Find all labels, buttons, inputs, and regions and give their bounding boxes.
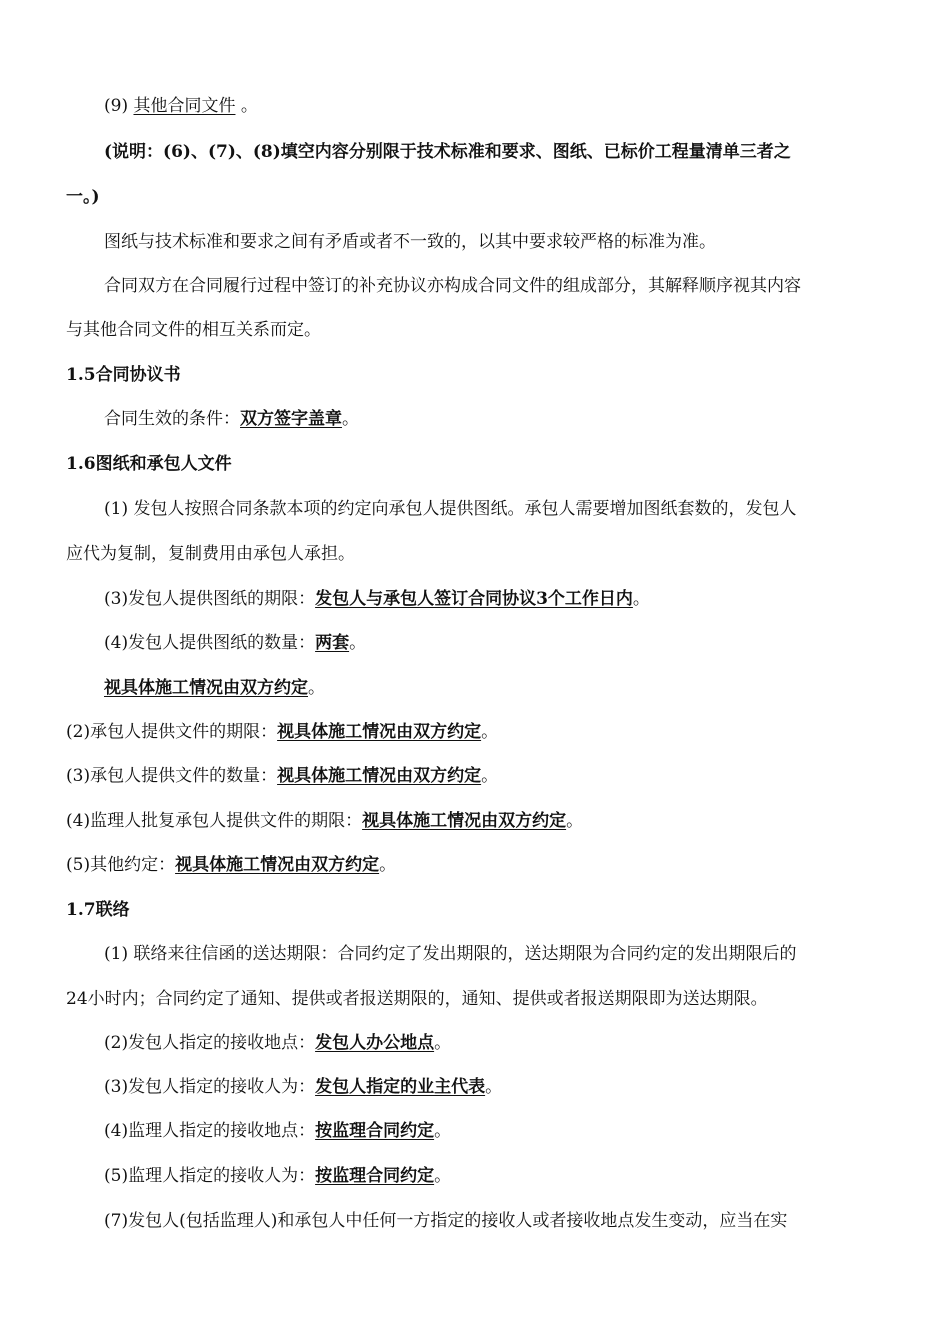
filled-value: 双方签字盖章 [240, 409, 342, 429]
contact-item-4 [104, 1119, 892, 1143]
section-heading-1-7: 1.7联络 [66, 900, 130, 920]
contract-effective-condition [104, 407, 892, 431]
punctuation: 。 [434, 1121, 452, 1141]
paragraph-drawings-priority: 图纸与技术标准和要求之间有矛盾或者不一致的，以其中要求较严格的标准为准。 [104, 232, 716, 252]
drawings-item-3 [104, 587, 892, 611]
paragraph-supplement-line-1: 合同双方在合同履行过程中签订的补充协议亦构成合同文件的组成部分，其解释顺序视其内容 [104, 276, 801, 296]
note-line-1: (说明：(6)、(7)、(8)填空内容分别限于技术标准和要求、图纸、已标价工程量清单三者之 [104, 142, 791, 162]
filled-value: 视具体施工情况由双方约定 [277, 766, 482, 786]
note-line-2: 一。) [66, 187, 100, 207]
contact-item-1-line-2: 24小时内；合同约定了通知、提供或者报送期限的，通知、提供或者报送期限即为送达期限。 [66, 989, 768, 1009]
punctuation: 。 [308, 678, 325, 698]
contact-item-1-line-1: (1) 联络来往信函的送达期限：合同约定了发出期限的，送达期限为合同约定的发出期限后的 [104, 944, 797, 964]
drawings-item-1-line-1: (1) 发包人按照合同条款本项的约定向承包人提供图纸。承包人需要增加图纸套数的，发包人 [104, 499, 797, 519]
punctuation: 。 [481, 722, 499, 742]
punctuation: 。 [632, 589, 650, 609]
filled-value: 发包人指定的业主代表 [315, 1077, 486, 1097]
label: (3)发包人提供图纸的期限： [104, 589, 316, 609]
label: (2)发包人指定的接收地点： [104, 1033, 316, 1053]
label: (5)监理人指定的接收人为： [104, 1166, 316, 1186]
punctuation: 。 [566, 811, 584, 831]
punctuation: 。 [485, 1077, 503, 1097]
filled-value: 两套 [315, 633, 350, 653]
label: (3)承包人提供文件的数量： [66, 766, 278, 786]
section-heading-1-5: 1.5合同协议书 [66, 365, 181, 385]
filled-value: 视具体施工情况由双方约定 [175, 855, 380, 875]
contact-item-7-line-1: (7)发包人(包括监理人)和承包人中任何一方指定的接收人或者接收地点发生变动，应当在实 [104, 1211, 788, 1231]
punctuation: 。 [342, 409, 359, 429]
item-number: (9) [104, 96, 134, 116]
contact-item-2 [104, 1031, 892, 1055]
label: 合同生效的条件： [104, 409, 240, 429]
filled-value: 发包人与承包人签订合同协议3个工作日内 [315, 589, 633, 609]
filled-value: 发包人办公地点 [315, 1033, 435, 1053]
label: (4)发包人提供图纸的数量： [104, 633, 316, 653]
punctuation: 。 [379, 855, 397, 875]
filled-value: 视具体施工情况由双方约定 [104, 678, 308, 698]
label: (4)监理人批复承包人提供文件的期限： [66, 811, 363, 831]
drawings-item-4 [104, 631, 892, 655]
punctuation: 。 [434, 1166, 452, 1186]
label: (5)其他约定： [66, 855, 176, 875]
label: (4)监理人指定的接收地点： [104, 1121, 316, 1141]
contractor-docs-item-3 [66, 764, 892, 788]
label: (2)承包人提供文件的期限： [66, 722, 278, 742]
contact-item-3 [104, 1075, 892, 1099]
punctuation: 。 [349, 633, 367, 653]
paragraph-supplement-line-2: 与其他合同文件的相互关系而定。 [66, 320, 321, 340]
filled-value: 按监理合同约定 [315, 1166, 435, 1186]
contractor-docs-item-4 [66, 809, 892, 833]
contractor-docs-item-2 [66, 720, 892, 744]
filled-value: 其他合同文件 [133, 96, 236, 116]
contractor-docs-item-5 [66, 853, 892, 877]
contact-item-5 [104, 1164, 892, 1188]
punctuation: 。 [235, 96, 258, 116]
section-heading-1-6: 1.6图纸和承包人文件 [66, 454, 232, 474]
filled-value: 按监理合同约定 [315, 1121, 435, 1141]
drawings-item-1-line-2: 应代为复制，复制费用由承包人承担。 [66, 544, 355, 564]
filled-value: 视具体施工情况由双方约定 [362, 811, 567, 831]
punctuation: 。 [434, 1033, 452, 1053]
item-9 [104, 94, 892, 118]
filled-value: 视具体施工情况由双方约定 [277, 722, 482, 742]
label: (3)发包人指定的接收人为： [104, 1077, 316, 1097]
punctuation: 。 [481, 766, 499, 786]
drawings-extra-agreement [104, 676, 892, 700]
